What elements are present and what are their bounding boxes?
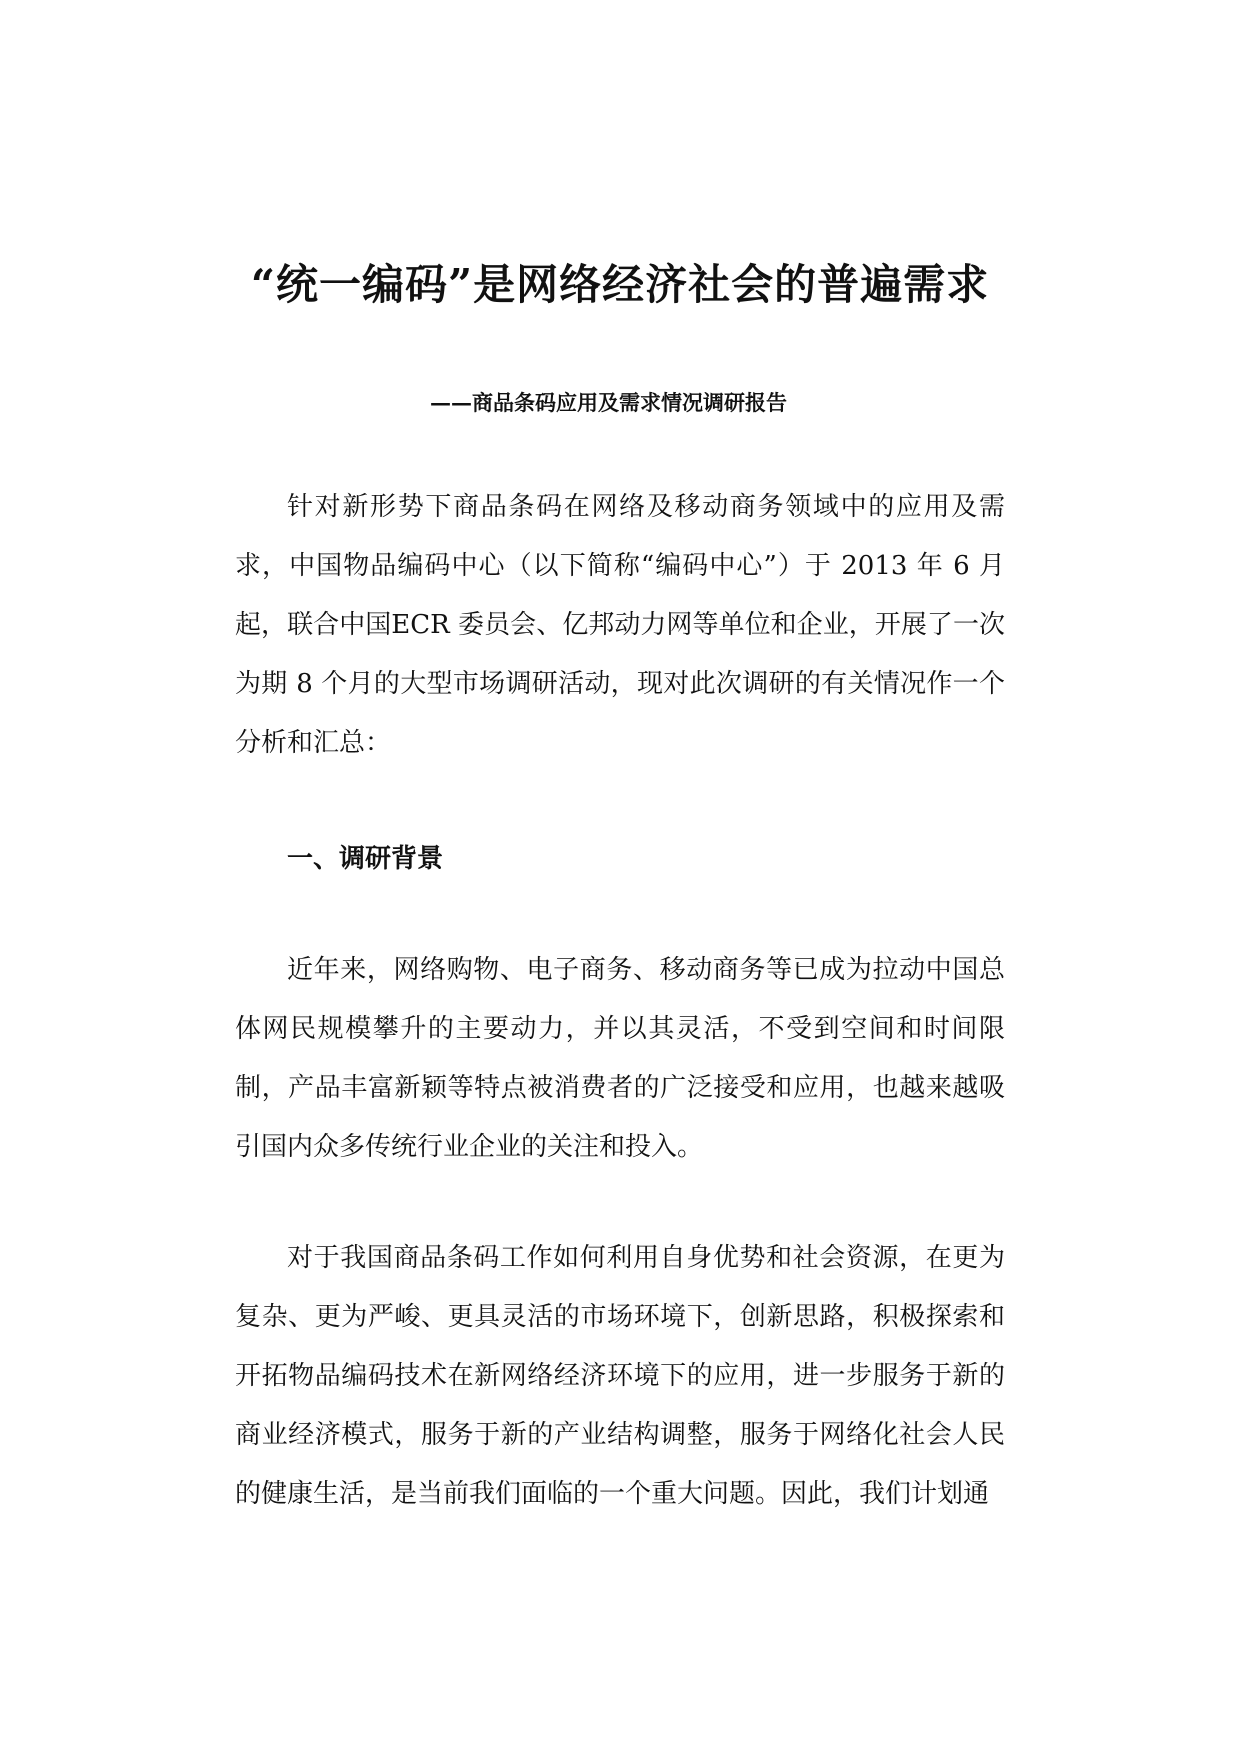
background-paragraph-2: 对于我国商品条码工作如何利用自身优势和社会资源，在更为复杂、更为严峻、更具灵活的市场环境下，创新思路，积极探索和开拓物品编码技术在新网络经济环境下的应用，进一步服务于新的商业经济模式，服务于新的产业结构调整，服务于网络化社会人民的健康生活，是当前我们面临的一个重大问题。因此，我们计划通: [235, 1243, 1005, 1509]
intro-paragraph: 针对新形势下商品条码在网络及移动商务领域中的应用及需求，中国物品编码中心（以下简称“编码中心”）于 2013 年 6 月起，联合中国ECR 委员会、亿邦动力网等单位和企业，开展了一次为期 8 个月的大型市场调研活动，现对此次调研的有关情况作一个分析和汇总：: [235, 492, 1005, 758]
document-subtitle: ——商品条码应用及需求情况调研报告: [430, 390, 787, 415]
document-title: “统一编码”是网络经济社会的普遍需求: [250, 260, 990, 309]
background-paragraph-1: 近年来，网络购物、电子商务、移动商务等已成为拉动中国总体网民规模攀升的主要动力，并以其灵活，不受到空间和时间限制，产品丰富新颖等特点被消费者的广泛接受和应用，也越来越吸引国内众多传统行业企业的关注和投入。: [235, 955, 1005, 1162]
section-heading-background: 一、调研背景: [287, 844, 444, 874]
